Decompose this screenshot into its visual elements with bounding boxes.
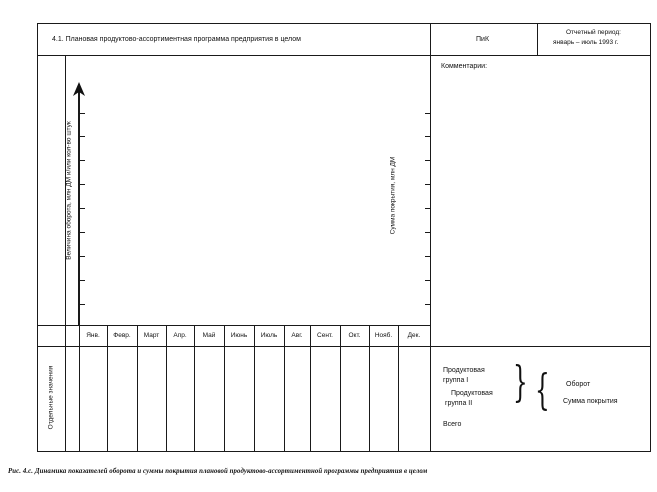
- bottom-left-label: Отдельные значения: [47, 365, 55, 430]
- right-tick: [425, 184, 430, 185]
- frame-right-line: [650, 23, 651, 452]
- right-tick: [425, 304, 430, 305]
- month-label: Нояб.: [374, 332, 393, 339]
- frame-bottom-line: [37, 451, 650, 452]
- right-axis-label: Сумма покрытия, млн ДМ: [389, 156, 397, 235]
- comment-label: Комментарии:: [441, 63, 488, 70]
- right-tick: [425, 113, 430, 114]
- header-divider-line: [537, 23, 538, 55]
- month-label: Янв.: [86, 332, 100, 339]
- month-label: Окт.: [348, 332, 361, 339]
- period-label: Отчетный период:: [566, 29, 621, 36]
- legend-coverage: Сумма покрытия: [563, 398, 618, 405]
- frame-left-line: [37, 23, 38, 452]
- month-label: Февр.: [113, 332, 131, 339]
- month-label: Июнь: [230, 332, 248, 339]
- header-bottom-line: [37, 55, 650, 56]
- main-divider-line: [430, 23, 431, 452]
- left-tick: [80, 160, 85, 161]
- y-axis-arrow-icon: [72, 82, 86, 98]
- legend-group1-line1: Продуктовая: [443, 367, 485, 374]
- right-tick: [425, 280, 430, 281]
- month-label: Сент.: [317, 332, 333, 339]
- right-tick: [425, 136, 430, 137]
- legend-group2-line1: Продуктовая: [451, 390, 493, 397]
- frame-top-line: [37, 23, 650, 24]
- left-tick: [80, 208, 85, 209]
- month-label: Авг.: [291, 332, 303, 339]
- period-value: январь – июль 1993 г.: [553, 39, 619, 46]
- month-label: Апр.: [173, 332, 187, 339]
- left-tick: [80, 113, 85, 114]
- form-title: 4.1. Плановая продуктово-ассортиментная программа предприятия в целом: [52, 36, 301, 43]
- left-brace-icon: {: [535, 365, 550, 414]
- right-brace-icon: }: [513, 357, 528, 406]
- month-label: Май: [202, 332, 216, 339]
- month-label: Июль: [260, 332, 278, 339]
- legend-total: Всего: [443, 421, 462, 428]
- left-tick: [80, 184, 85, 185]
- right-tick: [425, 256, 430, 257]
- right-tick: [425, 232, 430, 233]
- left-tick: [80, 304, 85, 305]
- month-row-bottom-line: [37, 346, 650, 347]
- right-tick: [425, 208, 430, 209]
- left-tick: [80, 136, 85, 137]
- legend-group1-line2: группа I: [443, 377, 469, 384]
- header-cell-center: ПиК: [476, 36, 490, 43]
- left-tick: [80, 280, 85, 281]
- right-tick: [425, 160, 430, 161]
- y-axis-line: [78, 92, 80, 326]
- left-tick: [80, 256, 85, 257]
- legend-turnover: Оборот: [566, 381, 591, 388]
- left-tick: [80, 232, 85, 233]
- legend-group2-line2: группа II: [445, 400, 473, 407]
- left-axis-label: Величина оборота, млн ДМ и/или кол-во штук: [65, 121, 73, 260]
- month-label: Дек.: [407, 332, 421, 339]
- figure-caption: Рис. 4.с. Динамика показателей оборота и суммы покрытия плановой продуктово-ассортиментной программы предприятия в целом: [8, 468, 428, 475]
- month-label: Март: [143, 332, 160, 339]
